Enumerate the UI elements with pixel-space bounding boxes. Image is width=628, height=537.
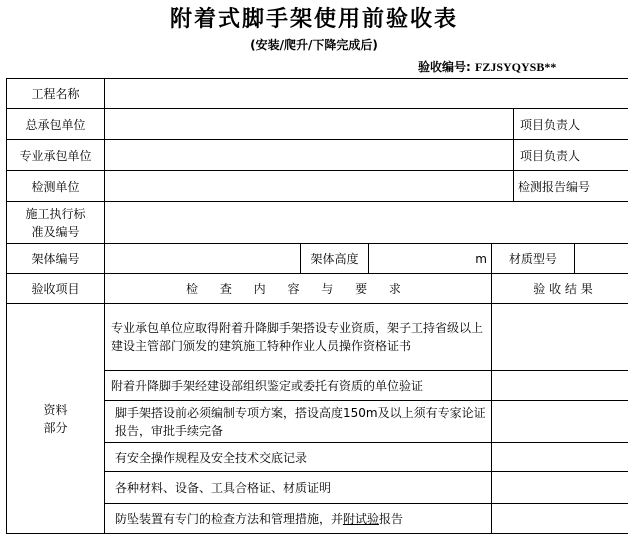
- check-item-5: 各种材料、设备、工具合格证、材质证明: [105, 472, 492, 504]
- material-model-field[interactable]: [575, 244, 628, 274]
- check-item-2: 附着升降脚手架经建设部组织鉴定或委托有资质的单位验证: [105, 371, 492, 401]
- check-result-1[interactable]: [492, 304, 628, 371]
- form-title: 附着式脚手架使用前验收表: [169, 7, 458, 32]
- general-contractor-label: 总承包单位: [7, 109, 105, 140]
- project-leader-text: 项目负责人: [520, 117, 581, 132]
- data-section-label-line2: 部分: [43, 420, 68, 435]
- inspection-unit-label: 检测单位: [7, 171, 105, 202]
- check-result-5[interactable]: [492, 472, 628, 504]
- material-model-label: 材质型号: [492, 244, 575, 274]
- inspection-unit-field[interactable]: [105, 171, 514, 202]
- general-contractor-field[interactable]: [105, 109, 514, 140]
- project-name-label: 工程名称: [7, 79, 105, 109]
- check-item-6-suffix: 报告: [379, 512, 404, 526]
- check-content-header: 检 查 内 容 与 要 求: [105, 274, 492, 304]
- check-result-6[interactable]: [492, 504, 628, 534]
- frame-no-label: 架体编号: [7, 244, 105, 274]
- acceptance-number: [418, 58, 556, 75]
- check-item-1: 专业承包单位应取得附着升降脚手架搭设专业资质，架子工持省级以上建设主管部门颁发的建筑施工特种作业人员操作资格证书: [105, 304, 492, 371]
- check-result-4[interactable]: [492, 443, 628, 472]
- inspection-report-text: 检测报告编号: [518, 179, 591, 194]
- acceptance-number-value: FZJSYQYSB**: [475, 60, 557, 74]
- data-section-label: [7, 304, 105, 534]
- acceptance-number-label: 验收编号:: [418, 60, 471, 74]
- specialty-contractor-label: 专业承包单位: [7, 140, 105, 171]
- data-section-label-line1: 资料: [43, 402, 68, 417]
- project-leader-label-2: [514, 140, 628, 171]
- height-unit: m: [475, 251, 487, 266]
- frame-no-field[interactable]: [105, 244, 301, 274]
- standard-label: [7, 202, 105, 244]
- check-result-3[interactable]: [492, 401, 628, 443]
- check-item-header: 验收项目: [7, 274, 105, 304]
- check-item-6-prefix: 防坠装置有专门的检查方法和管理措施，并: [115, 512, 344, 526]
- check-item-6: [105, 504, 492, 534]
- frame-height-label: 架体高度: [301, 244, 369, 274]
- project-leader-text-2: 项目负责人: [520, 148, 581, 163]
- project-name-field[interactable]: [105, 79, 628, 109]
- check-item-4: 有安全操作规程及安全技术交底记录: [105, 443, 492, 472]
- specialty-contractor-field[interactable]: [105, 140, 514, 171]
- check-item-6-underlined: 附试验: [343, 512, 380, 526]
- check-item-3: 脚手架搭设前必须编制专项方案，搭设高度150m及以上须有专家论证报告，审批手续完备: [105, 401, 492, 443]
- frame-height-field[interactable]: [369, 244, 492, 274]
- standard-label-line1: 施工执行标: [25, 206, 86, 221]
- standard-field[interactable]: [105, 202, 628, 244]
- standard-label-line2: 准及编号: [31, 224, 80, 239]
- check-result-2[interactable]: [492, 371, 628, 401]
- form-subtitle: (安装/爬升/下降完成后): [250, 38, 378, 52]
- inspection-report-label: [514, 171, 628, 202]
- acceptance-table: [6, 78, 628, 534]
- project-leader-label: [514, 109, 628, 140]
- check-result-header: 验 收 结 果: [492, 274, 628, 304]
